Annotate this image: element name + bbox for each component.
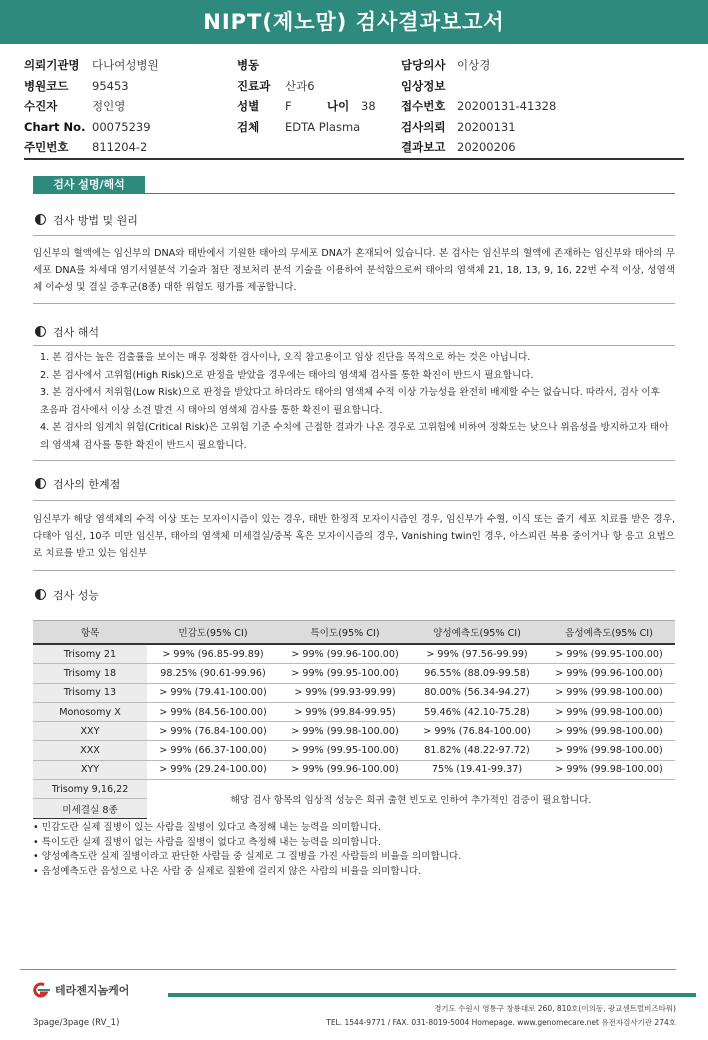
column-header: 민감도(95% CI) [147, 621, 279, 645]
table-cell: Trisomy 9,16,22 [33, 780, 147, 799]
definition-notes [33, 821, 461, 879]
note-item: • 특이도란 실제 질병이 없는 사람을 질병이 없다고 측정해 내는 능력을 의미합니다. [33, 836, 382, 848]
table-cell: 59.46% (42.10-75.28) [411, 702, 543, 721]
column-header: 항목 [33, 621, 147, 645]
table-cell: > 99% (84.56-100.00) [147, 702, 279, 721]
interpret-heading [35, 324, 99, 340]
info-label: 병원코드 [24, 78, 69, 93]
table-cell: > 99% (96.85-99.89) [147, 644, 279, 664]
table-cell: > 99% (99.95-100.00) [279, 741, 411, 760]
info-col2 [237, 55, 376, 137]
table-cell: 75% (19.41-99.37) [411, 760, 543, 779]
report-title: NIPT(제노맘) 검사결과보고서 [0, 0, 708, 44]
table-cell: 98.25% (90.61-99.96) [147, 664, 279, 683]
table-row [33, 780, 675, 799]
info-value: 20200206 [457, 140, 516, 154]
table-cell: > 99% (99.96-100.00) [279, 760, 411, 779]
info-label: 수진자 [24, 99, 58, 113]
interpret-heading-text: 검사 해석 [53, 326, 100, 339]
table-row [33, 760, 675, 779]
method-heading [35, 212, 138, 228]
note-item: • 음성예측도란 음성으로 나온 사람 중 실제로 질환에 걸리지 않은 사람의 비율을 의미합니다. [33, 865, 422, 877]
table-cell: 미세결실 8종 [33, 799, 147, 818]
table-cell: > 99% (99.95-100.00) [279, 664, 411, 683]
interpret-bottom-divider [33, 460, 675, 461]
logo-icon [30, 982, 52, 998]
table-header-row [33, 621, 675, 645]
info-value: 811204-2 [92, 140, 148, 154]
table-cell: > 99% (99.96-100.00) [279, 644, 411, 664]
limits-heading-text: 검사의 한계점 [53, 478, 121, 491]
table-cell: > 99% (97.56-99.99) [411, 644, 543, 664]
method-heading-text: 검사 방법 및 원리 [53, 214, 138, 227]
footer-divider [20, 969, 676, 970]
extra-note-cell: 해당 검사 항목의 임상적 성능은 희귀 출현 빈도로 인하여 추가적인 검증이 필요합니다. [230, 795, 592, 807]
method-bottom-divider [33, 303, 675, 304]
info-value: 95453 [92, 78, 129, 93]
half-circle-icon [35, 326, 46, 337]
table-cell: > 99% (99.98-100.00) [543, 702, 675, 721]
table-row [33, 702, 675, 721]
info-value: 이상경 [457, 58, 491, 72]
info-value: 20200131-41328 [457, 99, 557, 113]
page-number: 3page/3page (RV_1) [33, 1018, 120, 1028]
note-item: • 양성예측도란 실제 질병이라고 판단한 사람들 중 실제로 그 질병을 가진 사람들의 비율을 의미합니다. [33, 851, 462, 862]
column-header: 양성예측도(95% CI) [411, 621, 543, 645]
info-value: 정인영 [92, 99, 126, 113]
half-circle-icon [35, 589, 46, 600]
info-value: EDTA Plasma [285, 119, 361, 134]
method-divider [33, 235, 675, 236]
table-cell: > 99% (66.37-100.00) [147, 741, 279, 760]
info-divider [24, 158, 684, 160]
table-cell: > 99% (99.98-100.00) [279, 722, 411, 741]
info-label: 의뢰기관명 [24, 58, 80, 72]
info-value: 00075239 [92, 119, 151, 134]
info-label: 결과보고 [401, 140, 446, 154]
table-cell: Monosomy X [33, 702, 147, 721]
footer-brand-bar [168, 993, 696, 997]
table-cell: XYY [33, 760, 147, 779]
info-value: 다나여성병원 [92, 58, 159, 72]
limits-bottom-divider [33, 570, 675, 571]
table-cell: > 99% (99.93-99.99) [279, 683, 411, 702]
limits-heading [35, 476, 120, 492]
list-item: 1. 본 검사는 높은 검출률을 보이는 매우 정확한 검사이나, 오직 참고용이고 임상 진단을 목적으로 하는 것은 아닙니다. [40, 352, 531, 363]
info-value: 산과6 [285, 78, 315, 93]
note-item: • 민감도란 실제 질병이 있는 사람을 질병이 있다고 측정해 내는 능력을 의미합니다. [33, 822, 382, 833]
info-label: Chart No. [24, 119, 86, 134]
info-label: 나이 [327, 99, 350, 113]
table-cell: > 99% (99.98-100.00) [543, 741, 675, 760]
table-row [33, 741, 675, 760]
table-cell: 80.00% (56.34-94.27) [411, 683, 543, 702]
method-text: 임신부의 혈액에는 임신부의 DNA와 태반에서 기원한 태아의 무세포 DNA가 혼재되어 있습니다. 본 검사는 임신부의 혈액에 존재하는 임신부와 태아의 무세포 DNA를 차세대 염기서열분석 기술과 첨단 정보처리 분석 기술을 이용하여 분석함으로써 태아의 염색체 21, 18, 13, 9, 16, 22번 수적 이상, 성염색체 이수성 및 결실 증후군(8종) 대한 위험도 평가를 제공합니다. [33, 248, 675, 293]
table-cell: > 99% (99.98-100.00) [543, 722, 675, 741]
limits-divider [33, 500, 675, 501]
footer-address [326, 1002, 676, 1030]
column-header: 특이도(95% CI) [279, 621, 411, 645]
info-label: 주민번호 [24, 140, 69, 154]
table-cell: XXX [33, 741, 147, 760]
info-label: 임상정보 [401, 78, 446, 93]
info-label: 담당의사 [401, 58, 446, 72]
performance-table [33, 620, 675, 819]
info-value: 38 [361, 99, 376, 113]
info-value: F [285, 99, 292, 113]
performance-heading-text: 검사 성능 [53, 589, 100, 602]
table-cell: > 99% (99.98-100.00) [543, 760, 675, 779]
address-line: 경기도 수원시 영통구 창룡대로 260, 810호(이의동, 광교센트럴비즈타워) [434, 1004, 676, 1013]
half-circle-icon [35, 214, 46, 225]
table-cell: > 99% (99.84-99.95) [279, 702, 411, 721]
table-cell: > 99% (99.98-100.00) [543, 683, 675, 702]
list-item: 4. 본 검사의 임계치 위험(Critical Risk)은 고위험 기준 수치에 근접한 결과가 나온 경우로 고위험에 비하여 정확도는 낮으나 위음성을 방지하고자 태아의 염색체 검사를 통한 확진이 반드시 필요합니다. [40, 422, 669, 451]
section-underline [145, 193, 675, 194]
table-row [33, 683, 675, 702]
info-label: 진료과 [237, 78, 271, 93]
list-item: 2. 본 검사에서 고위험(High Risk)으로 판정을 받았을 경우에는 태아의 염색체 검사를 통한 확진이 반드시 필요합니다. [40, 369, 534, 381]
interpret-divider [33, 345, 675, 346]
info-value: 20200131 [457, 119, 516, 134]
table-cell: > 99% (79.41-100.00) [147, 683, 279, 702]
table-cell: Trisomy 13 [33, 683, 147, 702]
section-tab: 검사 설명/해석 [33, 176, 145, 194]
info-label: 검사의뢰 [401, 119, 446, 134]
performance-heading [35, 587, 99, 603]
list-item: 3. 본 검사에서 저위험(Low Risk)으로 판정을 받았다고 하더라도 태아의 염색체 수적 이상 가능성을 완전히 배제할 수는 없습니다. 따라서, 검사 이후 초음파 검사에서 이상 소견 발견 시 태아의 염색체 검사를 통한 확진이 필요합니다. [40, 387, 660, 416]
table-cell: 81.82% (48.22-97.72) [411, 741, 543, 760]
logo-text: 테라젠지놈케어 [55, 984, 130, 997]
contact-line: TEL. 1544-9771 / FAX. 031-8019-5004 Homepage. www.genomecare.net 유전자검사기관 274호 [326, 1018, 676, 1027]
company-logo [30, 982, 129, 998]
table-cell: > 99% (99.96-100.00) [543, 664, 675, 683]
column-header: 음성예측도(95% CI) [543, 621, 675, 645]
table-cell: > 99% (29.24-100.00) [147, 760, 279, 779]
table-cell: 96.55% (88.09-99.58) [411, 664, 543, 683]
table-row [33, 644, 675, 664]
table-cell: > 99% (76.84-100.00) [411, 722, 543, 741]
info-col1 [24, 55, 159, 158]
info-label: 접수번호 [401, 99, 446, 113]
table-row [33, 722, 675, 741]
info-col3 [401, 55, 556, 158]
table-cell: > 99% (76.84-100.00) [147, 722, 279, 741]
table-cell: Trisomy 18 [33, 664, 147, 683]
table-row [33, 664, 675, 683]
table-cell: > 99% (99.95-100.00) [543, 644, 675, 664]
interpret-list [40, 349, 670, 454]
table-cell: Trisomy 21 [33, 644, 147, 664]
info-label: 검체 [237, 119, 260, 134]
half-circle-icon [35, 478, 46, 489]
limits-text: 임신부가 해당 염색체의 수적 이상 또는 모자이시즘이 있는 경우, 태반 한정적 모자이시즘인 경우, 임신부가 수혈, 이식 또는 줄기 세포 치료를 받은 경우, 다태아 임신, 10주 미만 임신부, 태아의 염색체 미세결실/중복 혹은 모자이시즘의 경우, Vanishing twin인 경우, 아스피린 복용 중이거나 항 응고 요법으로 치료를 받고 있는 임신부 [33, 514, 675, 559]
info-label: 병동 [237, 58, 260, 72]
info-label: 성별 [237, 99, 260, 113]
table-cell: XXY [33, 722, 147, 741]
